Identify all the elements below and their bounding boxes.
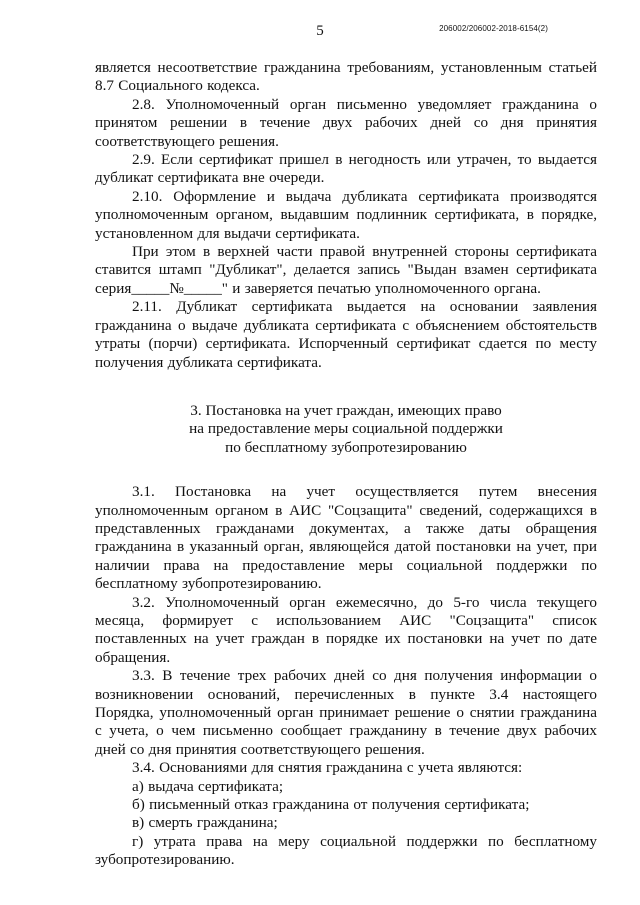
- paragraph-2-9: 2.9. Если сертификат пришел в негодность или утрачен, то выдается дубликат сертификата вне очереди.: [95, 151, 597, 187]
- paragraph-2-10: 2.10. Оформление и выдача дубликата сертификата производятся уполномоченным органом, выдавшим подлинник сертификата, в порядке, установленном для выдачи сертификата.: [95, 187, 597, 242]
- paragraph-2-11: 2.11. Дубликат сертификата выдается на основании заявления гражданина о выдаче дубликата сертификата с объяснением обстоятельств утраты (порчи) сертификата. Испорченный сертификат сдается по месту получения дубликата сертификата.: [95, 298, 597, 371]
- page-number: 5: [316, 23, 324, 39]
- list-item-a: а) выдача сертификата;: [132, 777, 284, 795]
- paragraph-2-8: 2.8. Уполномоченный орган письменно уведомляет гражданина о принятом решении в течение двух рабочих дней со дня принятия соответствующего решения.: [95, 95, 597, 150]
- paragraph-continuation: является несоответствие гражданина требованиям, установленным статьей 8.7 Социального кодекса.: [95, 59, 597, 95]
- document-body: [95, 59, 597, 870]
- list-item-b: б) письменный отказ гражданина от получения сертификата;: [132, 796, 530, 814]
- list-item-g: г) утрата права на меру социальной поддержки по бесплатному зубопротезированию.: [95, 832, 597, 869]
- section-3-heading-line-3: по бесплатному зубопротезированию: [225, 438, 467, 456]
- list-item-v: в) смерть гражданина;: [132, 814, 278, 832]
- paragraph-3-2: 3.2. Уполномоченный орган ежемесячно, до 5-го числа текущего месяца, формирует с использованием АИС "Соцзащита" список поставленных на учет граждан в порядке их постановки на учет по дате обращения.: [95, 593, 597, 666]
- section-3-heading-line-1: 3. Постановка на учет граждан, имеющих право: [190, 401, 502, 419]
- section-3-heading: [95, 402, 597, 457]
- paragraph-duplicate-stamp: При этом в верхней части правой внутренней стороны сертификата ставится штамп "Дубликат", делается запись "Выдан взамен сертификата серия_____№_____" и заверяется печатью уполномоченного органа.: [95, 243, 597, 297]
- paragraph-3-1: 3.1. Постановка на учет осуществляется путем внесения уполномоченным органом в АИС "Соцзащита" сведений, содержащихся в представленных гражданами документах, а также даты обращения гражданина в указанный орган, являющейся датой постановки на учет, при наличии права на предоставление меры социальной поддержки по бесплатному зубопротезированию.: [95, 483, 597, 593]
- document-id: 206002/206002-2018-6154(2): [439, 24, 548, 33]
- paragraph-3-4: 3.4. Основаниями для снятия гражданина с учета являются:: [132, 759, 523, 777]
- paragraph-3-3: 3.3. В течение трех рабочих дней со дня получения информации о возникновении оснований, перечисленных в пункте 3.4 настоящего Порядка, уполномоченный орган принимает решение о снятии гражданина с учета, о чем письменно сообщает гражданину в течение двух рабочих дней со дня принятия соответствующего решения.: [95, 667, 597, 758]
- section-3-heading-line-2: на предоставление меры социальной поддержки: [189, 420, 503, 438]
